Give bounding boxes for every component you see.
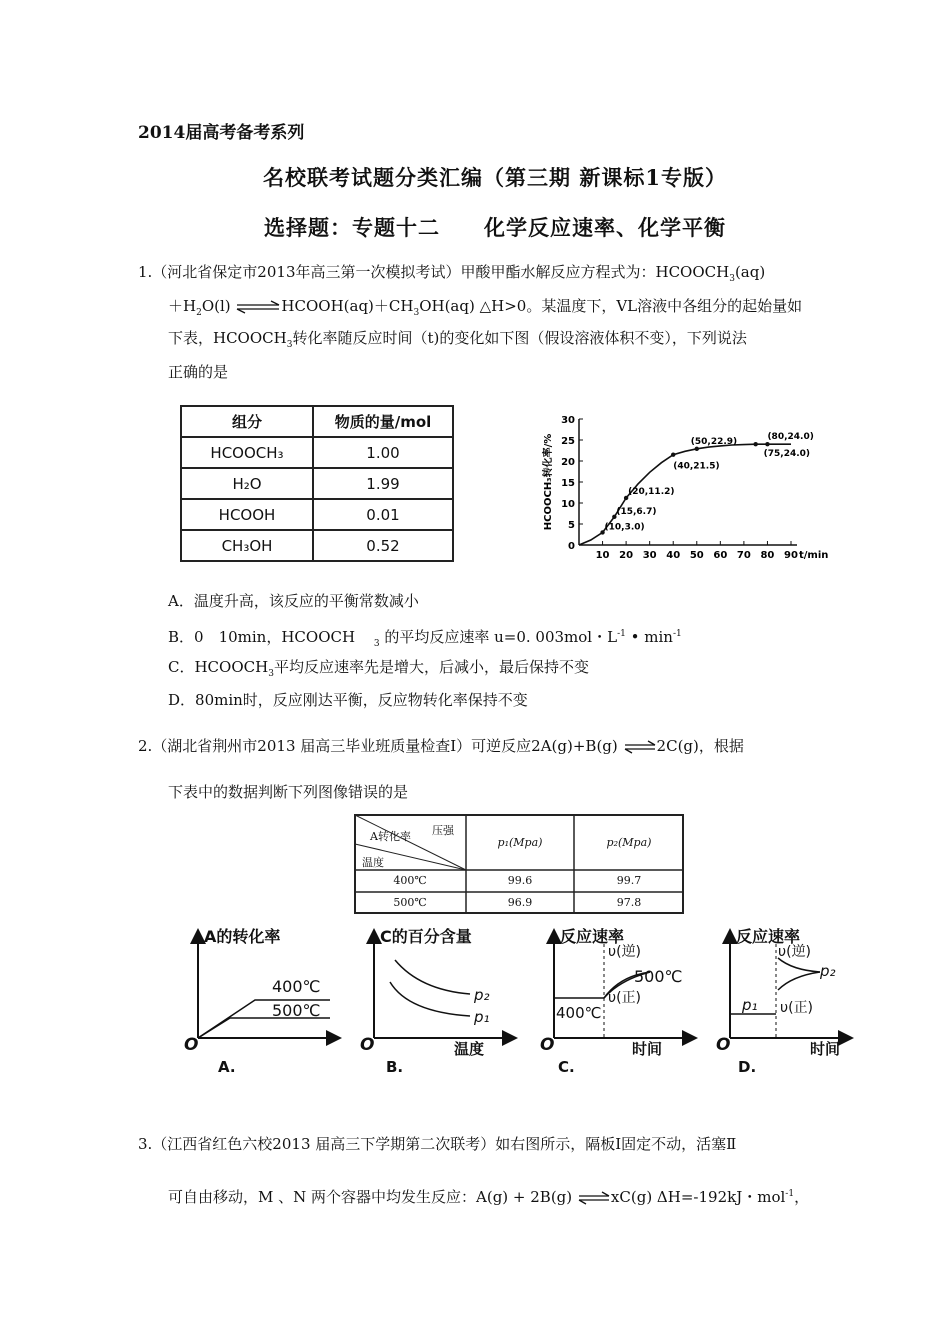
graph-b-caption: B. bbox=[386, 1058, 404, 1076]
data-label: (50,22.9) bbox=[690, 436, 738, 447]
corner-mid: A转化率 bbox=[370, 830, 411, 843]
table-cell: 400℃ bbox=[393, 874, 427, 887]
q1-l3a: 下表，HCOOCH bbox=[168, 329, 287, 347]
q1-opt-c-b: 平均反应速率先是增大，后减小，最后保持不变 bbox=[273, 658, 589, 676]
y-tick-label: 15 bbox=[561, 478, 575, 489]
equilibrium-arrow-icon bbox=[577, 1192, 611, 1204]
graph-b-origin: O bbox=[360, 1035, 375, 1055]
x-axis-label: t/min bbox=[799, 550, 829, 561]
q1-l2d: OH(aq) △H>0。某温度下，VL溶液中各组分的起始量如 bbox=[419, 297, 803, 315]
q1-sub4: 3 bbox=[286, 340, 293, 350]
graph-c-caption: C. bbox=[558, 1058, 575, 1076]
data-point bbox=[765, 442, 769, 446]
q1-line2 bbox=[168, 296, 802, 323]
graph-c-l2: 500℃ bbox=[634, 967, 683, 986]
graph-c-l3: υ(正) bbox=[608, 990, 642, 1006]
data-label: (40,21.5) bbox=[673, 461, 720, 472]
graph-d-l4: υ(正) bbox=[780, 1000, 814, 1016]
table-cell: 97.8 bbox=[616, 896, 642, 909]
y-tick-label: 0 bbox=[568, 541, 575, 552]
q2-l1a: 2.（湖北省荆州市2013 届高三毕业班质量检查Ⅰ）可逆反应2A(g)+B(g) bbox=[138, 737, 618, 755]
main-title: 名校联考试题分类汇编（第三期 新课标1专版） bbox=[263, 165, 727, 190]
y-tick-label: 30 bbox=[561, 415, 575, 426]
q3-line2 bbox=[168, 1184, 809, 1207]
q2-line2: 下表中的数据判断下列图像错误的是 bbox=[168, 783, 409, 801]
data-label: (15,6.7) bbox=[616, 506, 657, 517]
graph-d-l3: p₁ bbox=[742, 996, 758, 1014]
q3-l2c: ， bbox=[794, 1188, 810, 1206]
graph-d bbox=[716, 927, 850, 1076]
table-cell: CH₃OH bbox=[181, 530, 313, 561]
table-cell: 99.6 bbox=[507, 874, 533, 887]
col-header-p1: p₁(Mpa) bbox=[497, 836, 543, 849]
q1-option-c bbox=[168, 657, 589, 684]
q3-l2b: xC(g) ΔH=-192kJ・mol bbox=[610, 1188, 786, 1206]
corner-bottom: 温度 bbox=[362, 856, 384, 869]
table-cell: 1.00 bbox=[313, 437, 453, 468]
table-row bbox=[181, 499, 453, 530]
graph-c-l1: υ(逆) bbox=[608, 944, 642, 960]
q2-graphs bbox=[180, 920, 860, 1080]
graph-a-origin: O bbox=[184, 1035, 199, 1055]
table-cell: 1.99 bbox=[313, 468, 453, 499]
graph-a-caption: A. bbox=[218, 1058, 236, 1076]
q1-l2c: HCOOH(aq)＋CH bbox=[281, 297, 414, 315]
q1-table bbox=[180, 405, 454, 562]
data-label: (10,3.0) bbox=[604, 522, 645, 533]
q1-sub2: 2 bbox=[196, 308, 202, 318]
table-cell: 0.52 bbox=[313, 530, 453, 561]
table-row bbox=[181, 530, 453, 561]
graph-d-caption: D. bbox=[738, 1058, 757, 1076]
q1-l2a: ＋H bbox=[168, 297, 197, 315]
q1-option-d: D．80min时，反应刚达平衡，反应物转化率保持不变 bbox=[168, 691, 528, 709]
graph-b-xlabel: 温度 bbox=[454, 1040, 485, 1058]
equilibrium-arrow-icon bbox=[623, 741, 657, 753]
table-row bbox=[181, 468, 453, 499]
q2-table bbox=[354, 814, 684, 914]
table-cell: 99.7 bbox=[616, 874, 642, 887]
graph-c bbox=[540, 927, 694, 1076]
col-header-p2: p₂(Mpa) bbox=[606, 836, 652, 849]
q2-l1b: 2C(g)，根据 bbox=[656, 737, 744, 755]
y-tick-label: 10 bbox=[561, 499, 575, 510]
x-tick-label: 30 bbox=[642, 550, 657, 561]
q1-line1-end: (aq) bbox=[734, 263, 766, 281]
x-tick-label: 80 bbox=[760, 550, 775, 561]
graph-d-l1: υ(逆) bbox=[778, 944, 812, 960]
graph-a-l2: 500℃ bbox=[272, 1001, 321, 1020]
q1-opt-b-sup1: -1 bbox=[617, 629, 626, 639]
q1-line4: 正确的是 bbox=[168, 363, 229, 381]
graph-d-xlabel: 时间 bbox=[810, 1040, 841, 1058]
x-tick-label: 20 bbox=[619, 550, 634, 561]
series-title: 2014届高考备考系列 bbox=[138, 123, 305, 143]
data-label: (20,11.2) bbox=[628, 486, 675, 497]
y-tick-label: 20 bbox=[561, 457, 575, 468]
q1-opt-c-sub: 3 bbox=[268, 669, 274, 679]
table-header-cell: 组分 bbox=[181, 406, 313, 437]
q1-opt-c-a: C．HCOOCH bbox=[168, 658, 269, 676]
q3-sup: -1 bbox=[785, 1189, 795, 1199]
data-point bbox=[671, 453, 675, 457]
q1-opt-b-sub: 3 bbox=[373, 639, 380, 649]
graph-b-l1: p₂ bbox=[474, 986, 490, 1004]
graph-d-ylabel: 反应速率 bbox=[736, 927, 801, 946]
x-tick-label: 40 bbox=[666, 550, 681, 561]
graph-c-ylabel: 反应速率 bbox=[560, 927, 625, 946]
graph-b-ylabel: C的百分含量 bbox=[380, 927, 472, 946]
data-label: (75,24.0) bbox=[763, 449, 811, 460]
topic-title: 选择题：专题十二 化学反应速率、化学平衡 bbox=[264, 215, 726, 240]
y-tick-label: 5 bbox=[568, 520, 575, 531]
conversion-chart bbox=[535, 405, 829, 565]
q1-opt-b-b: 的平均反应速率 u=0. 003mol・L bbox=[384, 628, 618, 646]
table-header-cell: 物质的量/mol bbox=[313, 406, 453, 437]
q1-opt-b-a: B．0 10min，HCOOCH bbox=[168, 628, 356, 646]
graph-c-origin: O bbox=[540, 1035, 555, 1055]
q1-sub: 3 bbox=[729, 274, 735, 284]
table-cell: HCOOH bbox=[181, 499, 313, 530]
table-cell: 500℃ bbox=[393, 896, 427, 909]
graph-c-xlabel: 时间 bbox=[632, 1040, 663, 1058]
x-tick-label: 70 bbox=[736, 550, 751, 561]
q3-line1: 3.（江西省红色六校2013 届高三下学期第二次联考）如右图所示，隔板Ⅰ固定不动，活塞Ⅱ bbox=[138, 1135, 737, 1153]
graph-b-l2: p₁ bbox=[474, 1008, 490, 1026]
data-label: (80,24.0) bbox=[767, 432, 814, 443]
graph-a-ylabel: A的转化率 bbox=[204, 927, 281, 946]
y-axis-label: HCOOCH₃转化率/% bbox=[543, 433, 554, 531]
x-tick-label: 10 bbox=[595, 550, 610, 561]
graph-c-l4: 400℃ bbox=[556, 1004, 602, 1022]
q1-opt-b-c: • min bbox=[630, 628, 673, 646]
q3-l2a: 可自由移动，M 、N 两个容器中均发生反应：A(g) + 2B(g) bbox=[168, 1188, 573, 1206]
q2-line1 bbox=[138, 736, 744, 756]
x-tick-label: 60 bbox=[713, 550, 728, 561]
table-cell: HCOOCH₃ bbox=[181, 437, 313, 468]
equilibrium-arrow-icon bbox=[235, 301, 281, 313]
graph-b bbox=[360, 927, 514, 1076]
q1-option-b bbox=[168, 624, 682, 654]
table-cell: H₂O bbox=[181, 468, 313, 499]
table-cell: 96.9 bbox=[507, 896, 533, 909]
q1-line1 bbox=[138, 262, 765, 289]
q1-line1-text: 1.（河北省保定市2013年高三第一次模拟考试）甲酸甲酯水解反应方程式为：HCOOCH bbox=[138, 263, 730, 281]
table-header-row bbox=[181, 406, 453, 437]
table-cell: 0.01 bbox=[313, 499, 453, 530]
y-tick-label: 25 bbox=[561, 436, 575, 447]
q1-opt-b-sup2: -1 bbox=[672, 629, 682, 639]
data-point bbox=[753, 442, 757, 446]
q1-sub3: 3 bbox=[413, 308, 420, 318]
table-row bbox=[181, 437, 453, 468]
q1-option-a: A．温度升高，该反应的平衡常数减小 bbox=[168, 592, 419, 610]
graph-a-l1: 400℃ bbox=[272, 977, 321, 996]
x-tick-label: 90 bbox=[784, 550, 798, 561]
q1-l2b: O(l) bbox=[201, 297, 231, 315]
graph-d-l2: p₂ bbox=[820, 962, 836, 980]
graph-a bbox=[184, 927, 338, 1076]
q1-l3b: 转化率随反应时间（t)的变化如下图（假设溶液体积不变），下列说法 bbox=[292, 329, 747, 347]
corner-top: 压强 bbox=[432, 824, 454, 837]
graph-d-origin: O bbox=[716, 1035, 731, 1055]
x-tick-label: 50 bbox=[689, 550, 704, 561]
q1-line3 bbox=[168, 328, 747, 355]
data-point bbox=[695, 447, 699, 451]
